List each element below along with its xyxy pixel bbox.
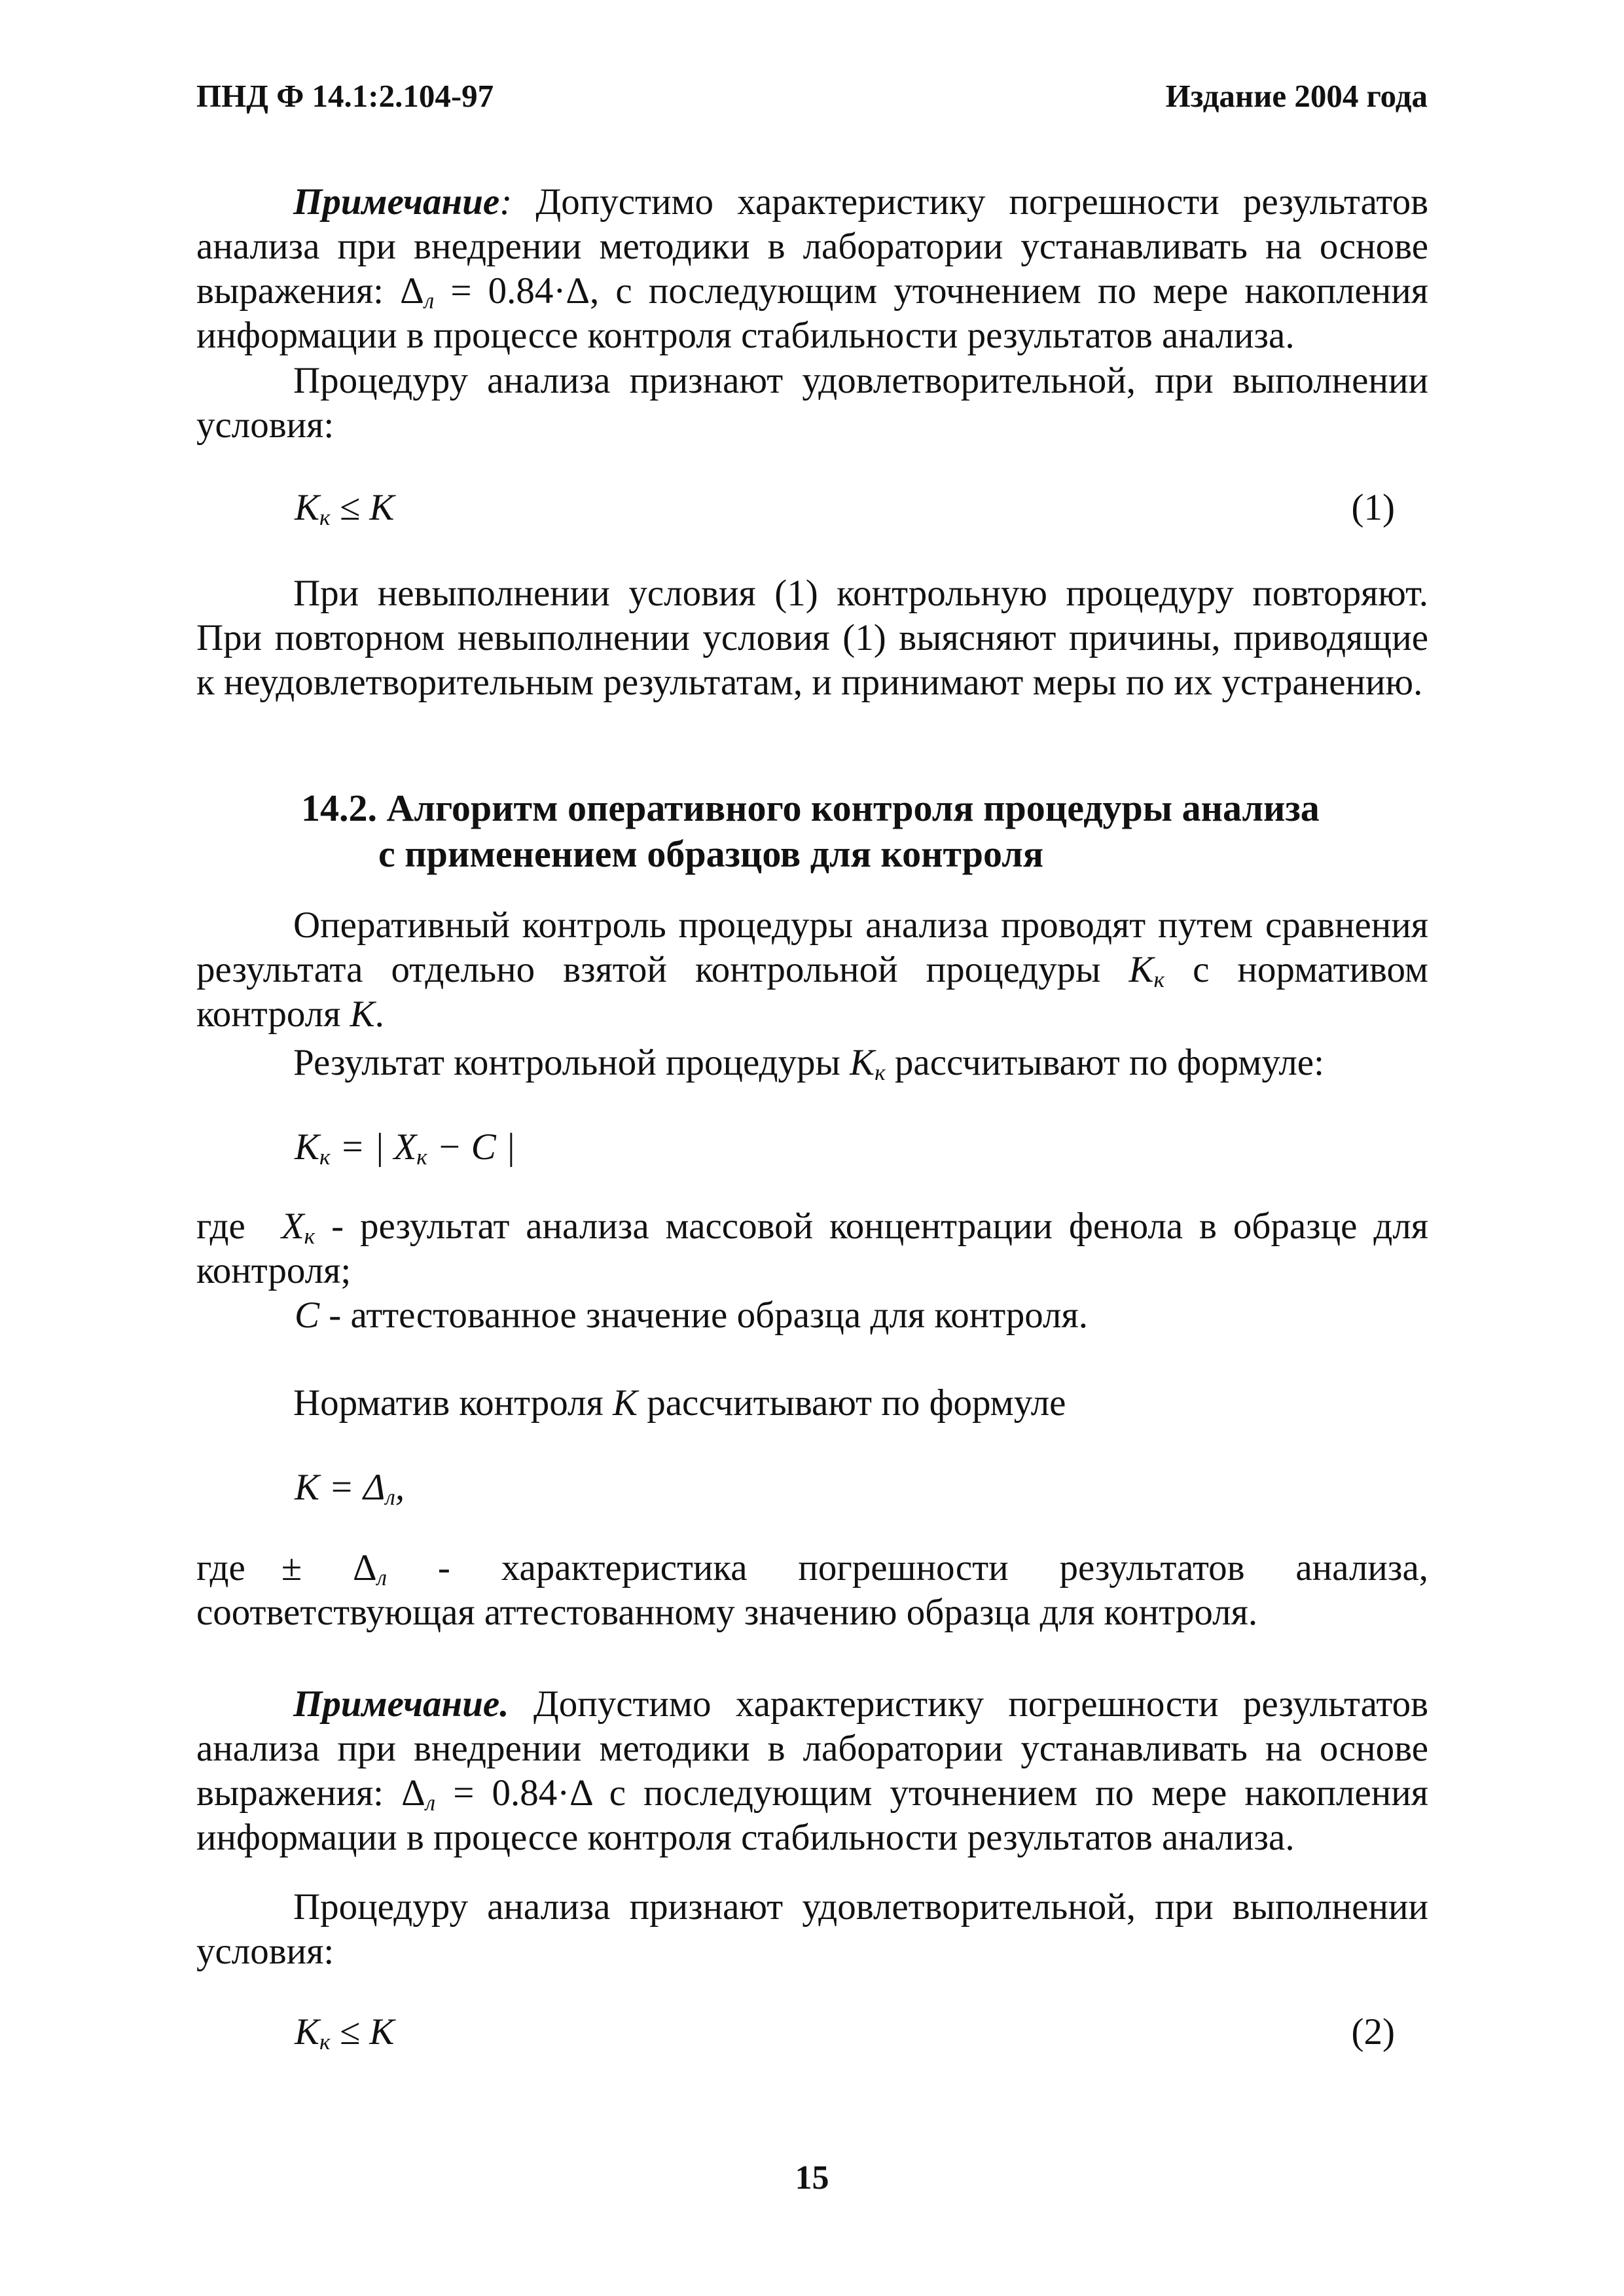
equation-number-2: (2): [1351, 2011, 1395, 2053]
equation-2: $K_к \le K$: [295, 2011, 395, 2054]
note-label: Примечание: [293, 1683, 500, 1725]
equation-number-1: (1): [1351, 487, 1395, 528]
note-label-punct: :: [499, 181, 513, 223]
note-label: Примечание: [293, 181, 500, 223]
equation-control-result: $K_к$ = | $X_к - C$ |: [295, 1126, 516, 1170]
equation-norm: $K = \Delta_л$,: [295, 1467, 405, 1510]
norm-formula-paragraph: Норматив контроля K рассчитывают по формуле: [293, 1382, 1066, 1424]
failure-paragraph: При невыполнении условия (1) контрольную процедуру повторяют. При повторном невыполнении условия (1) выясняют причины, приводящие к неудовлетворительным результатам, и принимают меры по их устранению.: [196, 573, 1428, 703]
section-heading-line1: 14.2. Алгоритм оперативного контроля процедуры анализа: [301, 787, 1320, 829]
where-definition-delta: где ± $\Delta_л$ - характеристика погрешности результатов анализа, соответствующая аттестованному значению образца для контроля.: [196, 1547, 1428, 1633]
where-definition-x: где $X_к$ - результат анализа массовой концентрации фенола в образце для контроля;: [196, 1206, 1428, 1291]
operational-control-paragraph: Оперативный контроль процедуры анализа проводят путем сравнения результата отдельно взятой контрольной процедуры $K_к$ с нормативом контроля K.: [196, 905, 1428, 1035]
acceptance-paragraph-1: Процедуру анализа признают удовлетворительной, при выполнении условия:: [196, 360, 1428, 446]
acceptance-paragraph-2: Процедуру анализа признают удовлетворительной, при выполнении условия:: [196, 1886, 1428, 1972]
document-code: ПНД Ф 14.1:2.104-97: [196, 78, 494, 114]
equation-1: $K_к \le K$: [295, 487, 395, 530]
page-number: 15: [795, 2159, 829, 2197]
result-formula-paragraph: Результат контрольной процедуры $K_к$ рассчитывают по формуле:: [293, 1042, 1324, 1085]
edition-label: Издание 2004 года: [1165, 78, 1428, 114]
note-paragraph-1: Примечание: Допустимо характеристику погрешности результатов анализа при внедрении методики в лаборатории устанавливать на основе выражения: $\Delta_л = 0.84\cdot\Delta$, с последующим уточнением по мере накопления информации в процессе контроля стабильности результатов анализа.: [196, 181, 1428, 356]
section-heading-line2: с применением образцов для контроля: [378, 833, 1044, 875]
note-paragraph-2: Примечание. Допустимо характеристику погрешности результатов анализа при внедрении методики в лаборатории устанавливать на основе выражения: $\Delta_л = 0.84\cdot\Delta$ с последующим уточнением по мере накопления информации в процессе контроля стабильности результатов анализа.: [196, 1683, 1428, 1858]
where-definition-c: C - аттестованное значение образца для контроля.: [295, 1295, 1088, 1336]
section-heading: [196, 785, 1428, 877]
